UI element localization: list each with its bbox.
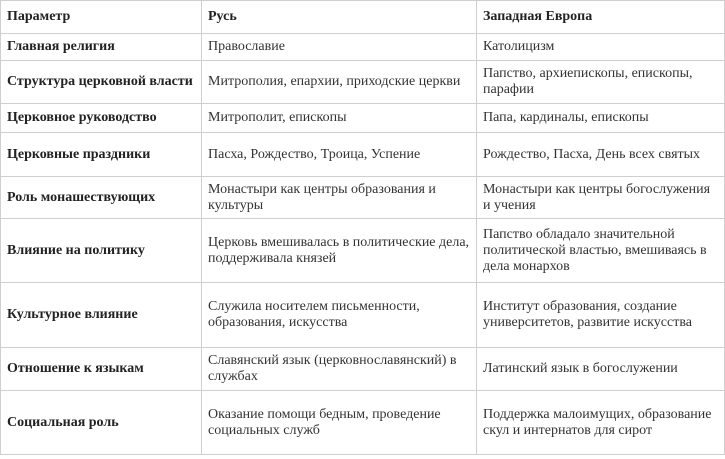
table-row [1,177,725,219]
rus-cell: Монастыри как центры образования и культуры [202,177,477,219]
rus-cell: Служила носителем письменности, образования, искусства [202,283,477,348]
param-cell: Главная религия [1,34,202,61]
rus-cell: Славянский язык (церковнославянский) в службах [202,348,477,391]
param-cell: Церковное руководство [1,104,202,133]
param-cell: Отношение к языкам [1,348,202,391]
param-cell: Социальная роль [1,391,202,455]
rus-cell: Церковь вмешивалась в политические дела, поддерживала князей [202,219,477,283]
rus-cell: Митрополия, епархии, приходские церкви [202,61,477,104]
header-europe: Западная Европа [477,1,725,34]
rus-cell: Православие [202,34,477,61]
rus-cell: Митрополит, епископы [202,104,477,133]
europe-cell: Католицизм [477,34,725,61]
europe-cell: Папа, кардиналы, епископы [477,104,725,133]
param-cell: Структура церковной власти [1,61,202,104]
param-cell: Церковные праздники [1,133,202,177]
table-row [1,348,725,391]
param-cell: Влияние на политику [1,219,202,283]
europe-cell: Рождество, Пасха, День всех святых [477,133,725,177]
europe-cell: Институт образования, создание университетов, развитие искусства [477,283,725,348]
table-row [1,219,725,283]
param-cell: Культурное влияние [1,283,202,348]
table-row [1,133,725,177]
header-rus: Русь [202,1,477,34]
table-row [1,283,725,348]
europe-cell: Папство, архиепископы, епископы, парафии [477,61,725,104]
rus-cell: Пасха, Рождество, Троица, Успение [202,133,477,177]
table-row [1,34,725,61]
table-row [1,391,725,455]
table-header-row [1,1,725,34]
europe-cell: Латинский язык в богослужении [477,348,725,391]
header-param: Параметр [1,1,202,34]
europe-cell: Монастыри как центры богослужения и учения [477,177,725,219]
rus-cell: Оказание помощи бедным, проведение социальных служб [202,391,477,455]
table-row [1,104,725,133]
europe-cell: Поддержка малоимущих, образование скул и интернатов для сирот [477,391,725,455]
table-row [1,61,725,104]
param-cell: Роль монашествующих [1,177,202,219]
europe-cell: Папство обладало значительной политической властью, вмешиваясь в дела монархов [477,219,725,283]
